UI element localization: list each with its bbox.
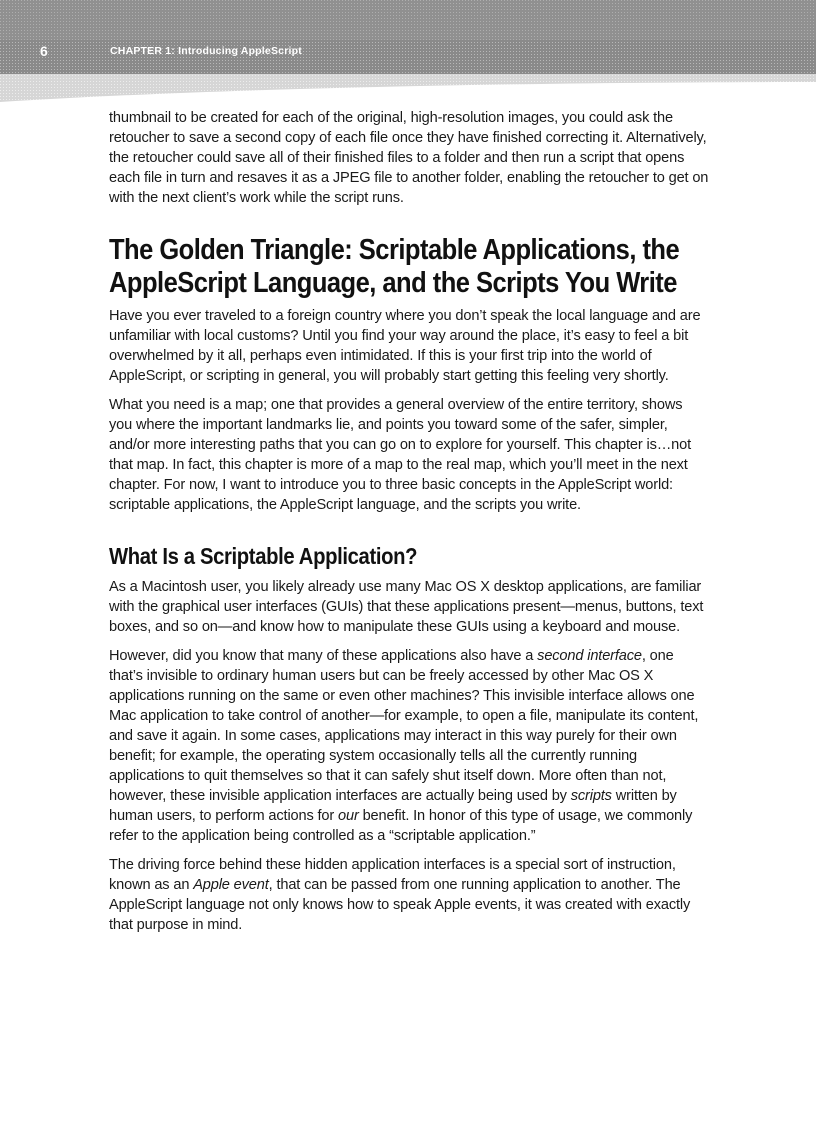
golden-triangle-paragraph-1: Have you ever traveled to a foreign country where you don’t speak the local language and are unfamiliar with local customs? Until you find your way around the place, it’s easy to feel a bit overwhelmed by it all, perhaps even intimidated. If this is your first trip into the world of AppleScript, or scripting in general, you will probably start getting this feeling very shortly. xyxy=(109,308,701,384)
intro-paragraph: thumbnail to be created for each of the original, high-resolution images, you could ask the retoucher to save a second copy of each file once they have finished correcting it. Alternatively, the retoucher could save all of their finished files to a folder and then run a script that opens each file in turn and resaves it as a JPEG file to another folder, enabling the retoucher to get on with the next client’s work while the script runs. xyxy=(109,110,709,206)
emphasis-our: our xyxy=(338,808,359,824)
golden-triangle-paragraph-2: What you need is a map; one that provides a general overview of the entire territory, shows you where the important landmarks lie, and points you toward some of the safer, simpler, and/or more interesting paths that you can go on to explore for yourself. This chapter is…not that map. In fact, this chapter is more of a map to the real map, which you’ll meet in the next chapter. For now, I want to introduce you to three basic concepts in the AppleScript world: scriptable applications, the AppleScript language, and the scripts you write. xyxy=(109,397,692,513)
section-heading-golden-triangle xyxy=(109,234,725,300)
text-run: written by human users, to perform actions for xyxy=(109,788,677,824)
scriptable-app-paragraph-2 xyxy=(109,646,709,846)
page-body xyxy=(109,108,709,944)
scriptable-app-paragraph-3 xyxy=(109,855,709,935)
text-run: The driving force behind these hidden application interfaces is a special sort of instruction, known as an xyxy=(109,857,676,893)
scriptable-app-paragraph-1: As a Macintosh user, you likely already use many Mac OS X desktop applications, are familiar with the graphical user interfaces (GUIs) that these applications present—menus, buttons, text boxes, and so on—and know how to manipulate these GUIs using a keyboard and mouse. xyxy=(109,579,704,635)
running-header-band xyxy=(0,0,816,104)
text-run: , one that’s invisible to ordinary human users but can be freely accessed by other Mac OS X applications running on the same or even other machines? This invisible interface allows one Mac application to take control of another—for example, to open a file, manipulate its content, and save it again. In some cases, applications may interact in this way purely for their own benefit; for example, the operating system occasionally tells all the currently running applications to quit themselves so that it can safely shut itself down. More often than not, however, these invisible application interfaces are actually being used by xyxy=(109,648,699,804)
page-number: 6 xyxy=(40,43,48,59)
text-run: benefit. In honor of this type of usage, we commonly refer to the application being controlled as a “scriptable application.” xyxy=(109,808,693,844)
section-heading-scriptable-application: What Is a Scriptable Application? xyxy=(109,543,418,569)
heading-line-1: The Golden Triangle: Scriptable Applications, the xyxy=(109,234,680,266)
text-run: However, did you know that many of these applications also have a xyxy=(109,648,538,664)
chapter-title: CHAPTER 1: Introducing AppleScript xyxy=(110,45,302,57)
emphasis-apple-event: Apple event xyxy=(193,877,269,893)
heading-line-2: AppleScript Language, and the Scripts You Write xyxy=(109,267,677,299)
emphasis-scripts: scripts xyxy=(570,788,612,804)
emphasis-second-interface: second interface xyxy=(537,648,642,664)
text-run: , that can be passed from one running application to another. The AppleScript language not only knows how to speak Apple events, it was created with exactly that purpose in mind. xyxy=(109,877,691,933)
